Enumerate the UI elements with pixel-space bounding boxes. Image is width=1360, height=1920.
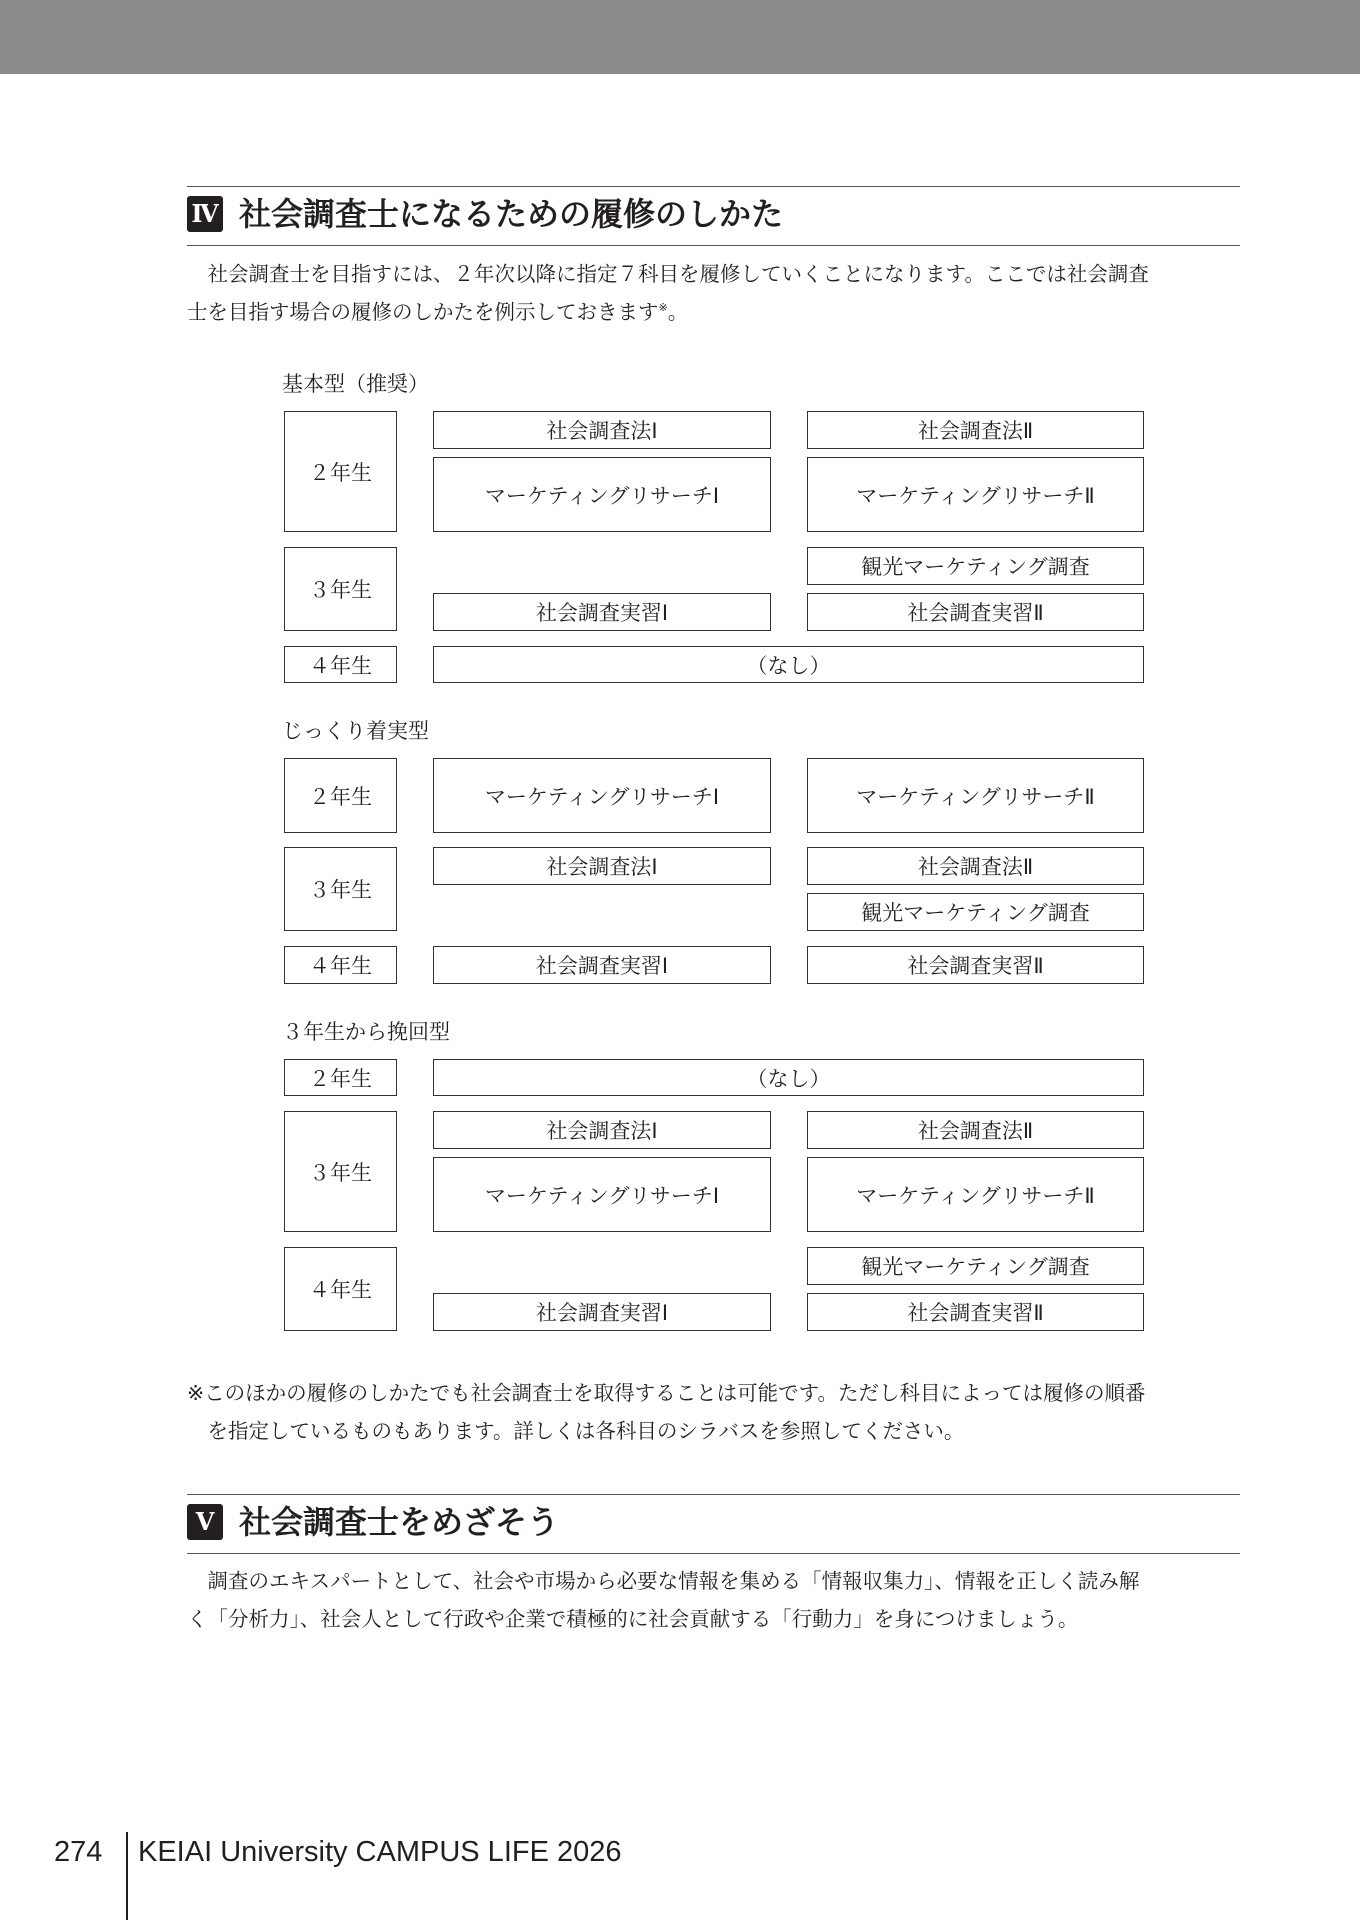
section-4-intro (187, 255, 1240, 331)
course-box: 社会調査法Ⅱ (807, 411, 1144, 449)
course-box: 社会調査実習Ⅰ (433, 593, 771, 631)
course-box: 社会調査実習Ⅱ (807, 1293, 1144, 1331)
body-line-2: く「分析力」、社会人として行政や企業で積極的に社会貢献する「行動力」を身につけましょう。 (187, 1607, 1079, 1631)
course-box: 社会調査実習Ⅱ (807, 946, 1144, 984)
footer-divider (126, 1832, 128, 1920)
course-box: マーケティングリサーチⅡ (807, 758, 1144, 833)
course-box: 観光マーケティング調査 (807, 547, 1144, 585)
header-bar (0, 0, 1360, 74)
year-box: ２年生 (284, 411, 397, 532)
course-box: 社会調査法Ⅱ (807, 1111, 1144, 1149)
section-5-badge: Ⅴ (187, 1504, 223, 1540)
plan-label-steady: じっくり着実型 (282, 719, 429, 743)
section-5-body (187, 1562, 1240, 1638)
section-4-heading (187, 186, 1240, 246)
year-box: ４年生 (284, 1247, 397, 1331)
course-box: マーケティングリサーチⅠ (433, 457, 771, 532)
course-box: 社会調査実習Ⅱ (807, 593, 1144, 631)
section-5-heading (187, 1494, 1240, 1554)
course-box: 社会調査実習Ⅰ (433, 946, 771, 984)
course-box: 社会調査法Ⅰ (433, 411, 771, 449)
year-box: ３年生 (284, 847, 397, 931)
course-box: 社会調査法Ⅱ (807, 847, 1144, 885)
course-box: マーケティングリサーチⅡ (807, 1157, 1144, 1232)
plan-label-recovery: ３年生から挽回型 (282, 1020, 450, 1044)
course-box: 社会調査法Ⅰ (433, 1111, 771, 1149)
course-box: マーケティングリサーチⅠ (433, 1157, 771, 1232)
course-box: 観光マーケティング調査 (807, 1247, 1144, 1285)
course-box: マーケティングリサーチⅠ (433, 758, 771, 833)
footer-title: KEIAI University CAMPUS LIFE 2026 (138, 1836, 622, 1868)
year-box: ３年生 (284, 1111, 397, 1232)
plan-label-basic: 基本型（推奨） (282, 372, 429, 396)
section-5-title: 社会調査士をめざそう (239, 1503, 560, 1541)
year-box: ２年生 (284, 758, 397, 833)
course-box: マーケティングリサーチⅡ (807, 457, 1144, 532)
course-box: 社会調査法Ⅰ (433, 847, 771, 885)
body-line-1: 調査のエキスパートとして、社会や市場から必要な情報を集める「情報収集力」、情報を正しく読み解 (187, 1569, 1140, 1593)
footnote-mark: ※ (658, 301, 668, 315)
course-box: （なし） (433, 1059, 1144, 1096)
footnote (187, 1374, 1240, 1450)
footnote-line-2: を指定しているものもあります。詳しくは各科目のシラバスを参照してください。 (187, 1419, 965, 1443)
course-box: （なし） (433, 646, 1144, 683)
year-box: ４年生 (284, 646, 397, 683)
course-box: 観光マーケティング調査 (807, 893, 1144, 931)
section-4-badge: Ⅳ (187, 196, 223, 232)
year-box: ３年生 (284, 547, 397, 631)
course-box: 社会調査実習Ⅰ (433, 1293, 771, 1331)
intro-line-1: 社会調査士を目指すには、２年次以降に指定７科目を履修していくことになります。ここでは社会調査 (187, 262, 1149, 286)
footnote-line-1: ※このほかの履修のしかたでも社会調査士を取得することは可能です。ただし科目によっては履修の順番 (187, 1381, 1146, 1405)
page-number: 274 (54, 1836, 103, 1868)
intro-line-2: 士を目指す場合の履修のしかたを例示しておきます※。 (187, 300, 689, 324)
section-4-title: 社会調査士になるための履修のしかた (239, 195, 784, 233)
year-box: ２年生 (284, 1059, 397, 1096)
year-box: ４年生 (284, 946, 397, 984)
